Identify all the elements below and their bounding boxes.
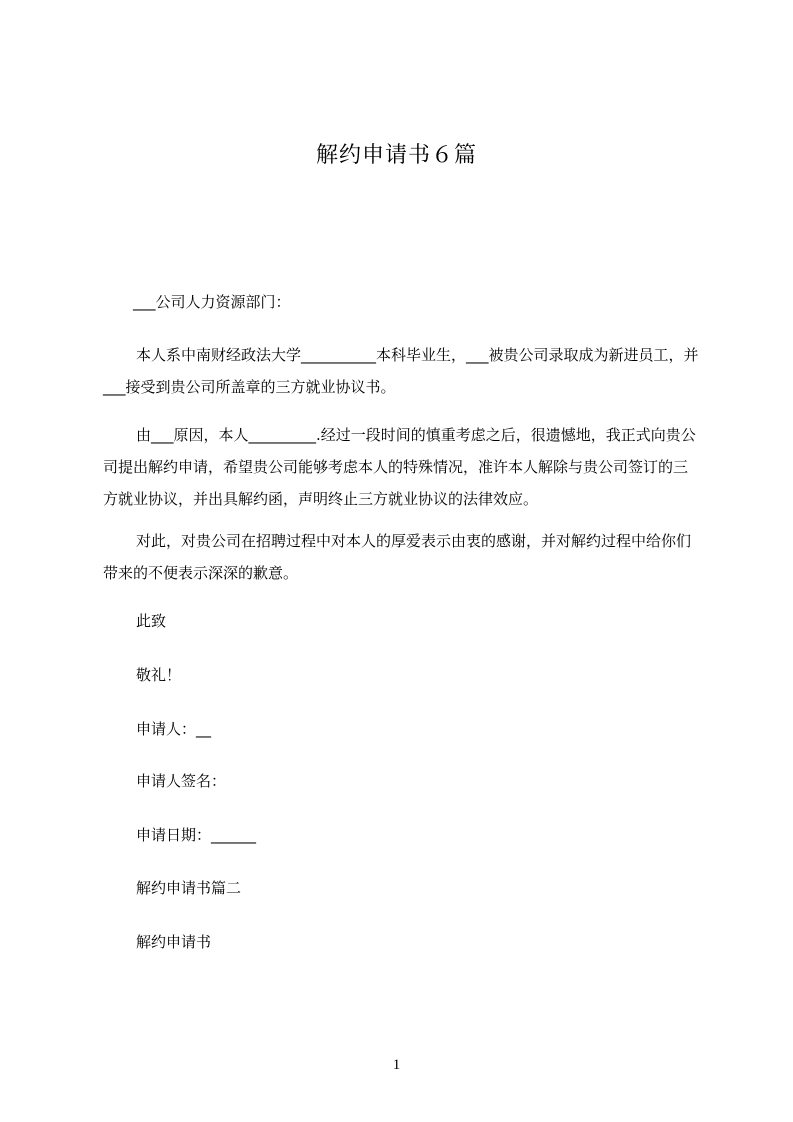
closing-line-1: 此致 [136,612,167,630]
body-paragraph-2: 由___原因，本人_________.经过一段时间的慎重考虑之后，很遗憾地，我正式向贵公司提出解约申请，希望贵公司能够考虑本人的特殊情况，准许本人解除与贵公司签订的三方就业协议，并出具解约函，声明终止三方就业协议的法律效应。 [103,426,696,508]
section-subheading: 解约申请书 [136,933,212,951]
applicant-line: 申请人：__ [136,720,212,738]
application-date-line: 申请日期：______ [136,826,257,844]
body-paragraph-3: 对此，对贵公司在招聘过程中对本人的厚爱表示由衷的感谢，并对解约过程中给你们带来的不便表示深深的歉意。 [103,532,692,582]
document-title: 解约申请书６篇 [315,143,477,168]
page-number: 1 [392,1057,401,1073]
body-paragraph-1: 本人系中南财经政法大学__________本科毕业生，___被贵公司录取成为新进员工，并___接受到贵公司所盖章的三方就业协议书。 [103,346,699,396]
section-heading: 解约申请书篇二 [136,879,242,897]
closing-line-2: 敬礼！ [136,666,182,684]
applicant-signature-line: 申请人签名： [136,772,227,790]
salutation: ___公司人力资源部门： [133,293,291,311]
